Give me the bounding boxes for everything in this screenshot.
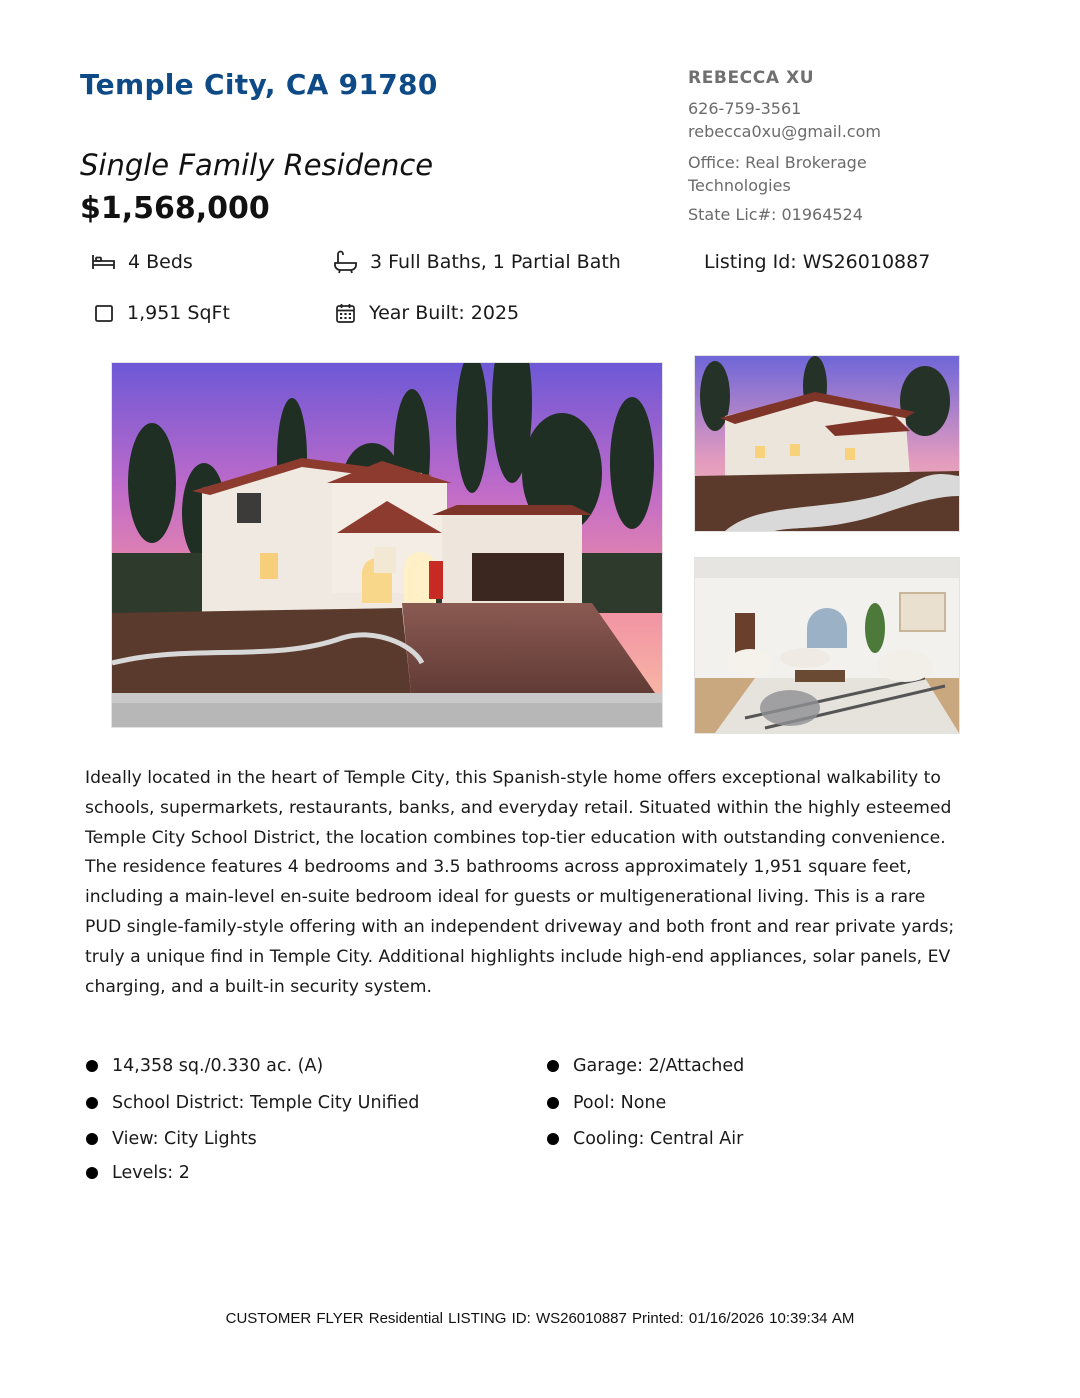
agent-office: Office: Real Brokerage [688, 153, 867, 172]
bullet-icon [86, 1133, 98, 1145]
bullet-icon [547, 1133, 559, 1145]
fact-listing-id [704, 248, 930, 276]
feature-text: Levels: 2 [112, 1163, 190, 1183]
main-exterior-photo [111, 362, 663, 728]
bullet-icon [86, 1097, 98, 1109]
year-built-text: Year Built: 2025 [369, 302, 520, 324]
bullet-icon [547, 1097, 559, 1109]
feature-item [547, 1090, 666, 1116]
feature-item [547, 1053, 744, 1079]
calendar-icon [335, 302, 357, 324]
property-type: Single Family Residence [80, 148, 434, 182]
fact-year-built [335, 299, 519, 327]
bathtub-icon [333, 250, 358, 274]
fact-beds [91, 248, 193, 276]
feature-text: Garage: 2/Attached [573, 1056, 745, 1076]
agent-office-cont: Technologies [688, 176, 791, 195]
feature-item [547, 1126, 743, 1152]
fact-sqft [94, 299, 230, 327]
feature-item [86, 1090, 419, 1116]
listing-price: $1,568,000 [80, 191, 270, 226]
agent-info [688, 68, 1018, 226]
agent-license: State Lic#: 01964524 [688, 205, 863, 224]
flyer-footer: CUSTOMER FLYER Residential LISTING ID: WS26010887 Printed: 01/16/2026 10:39:34 AM [225, 1310, 855, 1327]
side-exterior-photo [694, 355, 960, 532]
description-paragraph: Ideally located in the heart of Temple City, this Spanish-style home offers exceptional walkability to schools, supermarkets, restaurants, banks, and everyday retail. Situated within the highly esteemed Temple City School District, the location combines top-tier education with outstanding convenience. [85, 768, 952, 848]
agent-phone: 626-759-3561 [688, 99, 802, 118]
feature-text: 14,358 sq./0.330 ac. (A) [112, 1056, 324, 1076]
bullet-icon [86, 1167, 98, 1179]
listing-id-text: Listing Id: WS26010887 [704, 251, 931, 273]
feature-item [86, 1160, 190, 1186]
feature-text: View: City Lights [112, 1129, 257, 1149]
baths-text: 3 Full Baths, 1 Partial Bath [370, 251, 621, 273]
agent-name: REBECCA XU [688, 68, 815, 88]
city-heading: Temple City, CA 91780 [80, 68, 438, 101]
feature-text: School District: Temple City Unified [112, 1093, 420, 1113]
feature-item [86, 1053, 323, 1079]
interior-living-room-photo [694, 557, 960, 734]
bullet-icon [86, 1060, 98, 1072]
sqft-text: 1,951 SqFt [127, 302, 230, 324]
feature-item [86, 1126, 257, 1152]
description-paragraph: The residence features 4 bedrooms and 3.5 bathrooms across approximately 1,951 square feet, including a main-level en-suite bedroom ideal for guests or multigenerational living. This is a rare PUD single-family-style offering with an independent driveway and both front and rear private yards; truly a unique find in Temple City. Additional highlights include high-end appliances, solar panels, EV charging, and a built-in security system. [85, 857, 955, 997]
beds-text: 4 Beds [128, 251, 193, 273]
feature-text: Cooling: Central Air [573, 1129, 744, 1149]
bed-icon [91, 252, 116, 272]
fact-baths [333, 248, 621, 276]
agent-email: rebecca0xu@gmail.com [688, 122, 881, 141]
property-description [85, 764, 965, 1002]
bullet-icon [547, 1060, 559, 1072]
square-icon [94, 303, 115, 324]
feature-text: Pool: None [573, 1093, 667, 1113]
